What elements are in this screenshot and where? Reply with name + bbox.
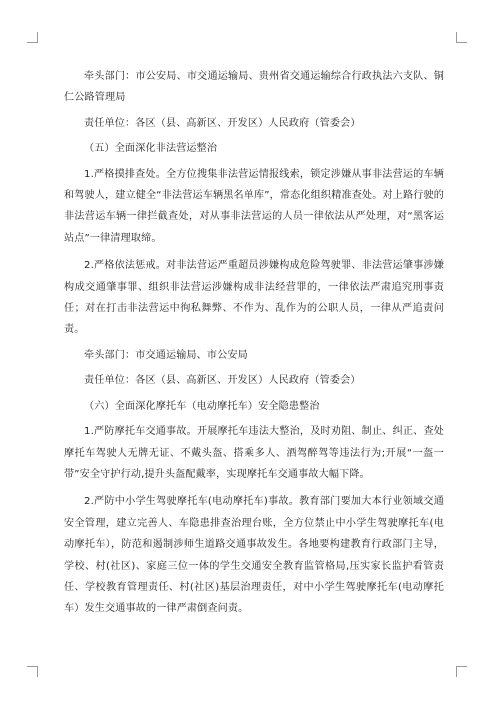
crop-mark-top-right xyxy=(456,32,467,43)
section-heading: （五）全面深化非法营运整治 xyxy=(84,143,218,155)
body-paragraph: 1.严防摩托车交通事故。开展摩托车违法大整治，及时劝阻、制止、纠正、查处摩托车驾驶人无牌无证、不戴头盔、搭乘多人、酒驾醉驾等违法行为;开展“一盔一带”安全守护行动,提升头盔配戴率，实现摩托车交通事故大幅下降。 xyxy=(64,426,444,480)
responsible-units: 责任单位：各区（县、高新区、开发区）人民政府（管委会） xyxy=(84,375,361,387)
lead-departments: 牵头部门：市交通运输局、市公安局 xyxy=(84,349,248,361)
responsible-units: 责任单位：各区（县、高新区、开发区）人民政府（管委会） xyxy=(84,117,361,129)
body-paragraph: 1.严格摸排查处。全方位搜集非法营运情报线索，锁定涉嫌从事非法营运的车辆和驾驶人，建立健全“非法营运车辆黑名单库”，常态化组织精准查处。对上路行驶的非法营运车辆一律拦截查处，对从事非法营运的人员一律依法从严处理，对“黑客运站点”一律清理取缔。 xyxy=(64,168,444,244)
body-paragraph: 2.严格依法惩戒。对非法营运严重超员涉嫌构成危险驾驶罪、非法营运肇事涉嫌构成交通肇事罪、组织非法营运涉嫌构成非法经营罪的，一律依法严肃追究刑事责任；对在打击非法营运中徇私舞弊、不作为、乱作为的公职人员，一律从严追责问责。 xyxy=(64,260,444,336)
section-heading: （六）全面深化摩托车（电动摩托车）安全隐患整治 xyxy=(84,400,320,412)
crop-mark-bottom-right xyxy=(456,666,467,677)
document-body xyxy=(64,66,444,620)
lead-departments: 牵头部门：市公安局、市交通运输局、贵州省交通运输综合行政执法六支队、铜仁公路管理局 xyxy=(64,71,444,104)
crop-mark-top-left xyxy=(27,32,38,43)
body-paragraph: 2.严防中小学生驾驶摩托车(电动摩托车)事故。教育部门要加大本行业领域交通安全管理，建立完善人、车隐患排查治理台账，全方位禁止中小学生驾驶摩托车(电动摩托车），防范和遏制涉师生道路交通事故发生。各地要构建教育行政部门主导，学校、村(社区)、家庭三位一体的学生交通安全教育监管格局,压实家长监护看管责任、学校教育管理责任、村(社区)基层治理责任，对中小学生驾驶摩托车(电动摩托车）发生交通事故的一律严肃倒查问责。 xyxy=(64,496,444,615)
crop-mark-bottom-left xyxy=(27,666,38,677)
